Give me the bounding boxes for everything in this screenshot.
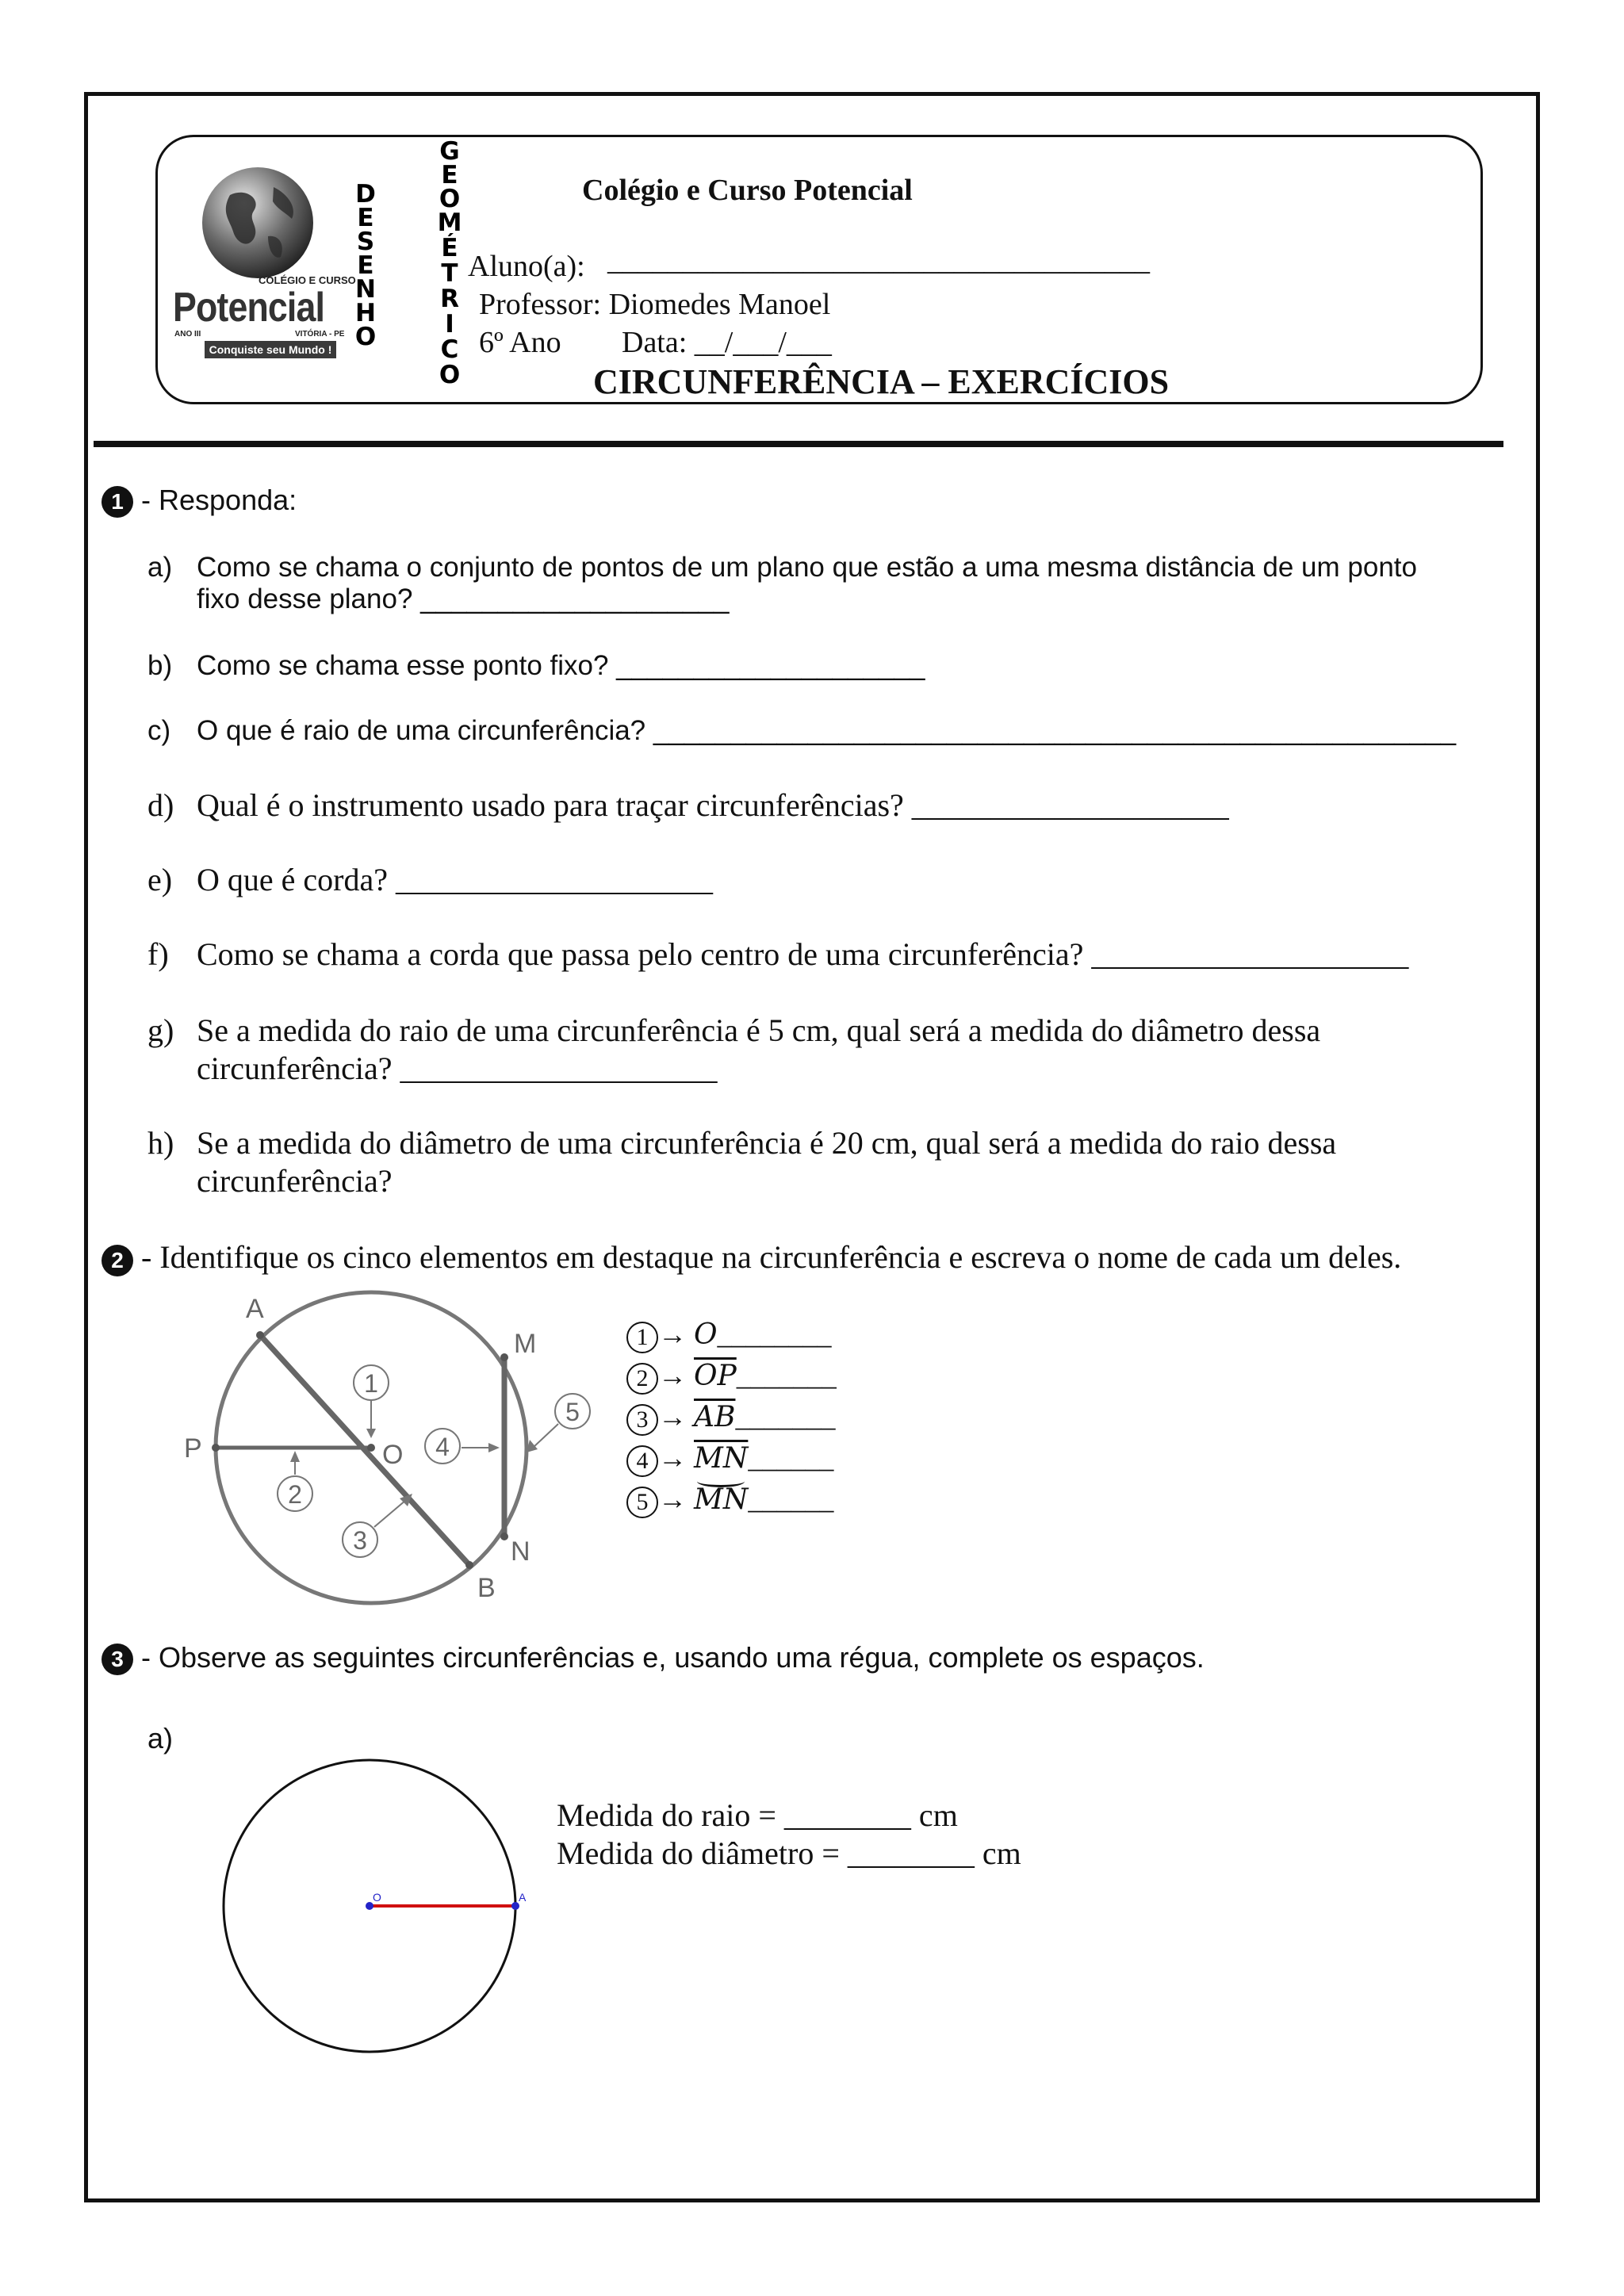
q3-number: 3 xyxy=(102,1644,133,1675)
q2-answer-4[interactable]: $4 \to \overline{MN}\_\_\_\_\_\_$ xyxy=(626,1441,833,1477)
worksheet-title: CIRCUNFERÊNCIA – EXERCÍCIOS xyxy=(593,362,1170,401)
marker-2-label: 2 xyxy=(288,1480,302,1509)
logo-slogan: Conquiste seu Mundo ! xyxy=(205,341,336,358)
q2-answer-5[interactable]: 5 → MN______ xyxy=(626,1483,833,1518)
q1-heading: 1 - Responda: xyxy=(102,484,297,518)
point-m-label: M xyxy=(514,1329,537,1359)
teacher-line: Professor: Diomedes Manoel xyxy=(479,288,831,321)
q3-circle-figure xyxy=(214,1757,531,2074)
q2-circle-figure xyxy=(174,1281,603,1614)
q3-heading: 3 - Observe as seguintes circunferências e, usando uma régua, complete os espaços. xyxy=(102,1641,1205,1675)
header-divider xyxy=(94,441,1503,447)
point-p-label: P xyxy=(184,1433,202,1464)
point-n-label: N xyxy=(511,1536,530,1567)
q2-number: 2 xyxy=(102,1245,133,1276)
q2-answer-1[interactable]: 1 → O________ xyxy=(626,1318,832,1353)
q3-point-a-label: A xyxy=(519,1891,527,1904)
logo-left-small: ANO III xyxy=(174,330,201,339)
q3-point-o-label: O xyxy=(373,1891,381,1904)
q2-answer-2[interactable]: $2 \to \overline{OP}\_\_\_\_\_\_\_$ xyxy=(626,1359,837,1395)
q1-number: 1 xyxy=(102,486,133,518)
student-label: Aluno(a): xyxy=(468,250,585,283)
marker-3-label: 3 xyxy=(353,1526,367,1555)
q3-sub-label: a) xyxy=(147,1722,174,1755)
q3-diameter-field[interactable]: Medida do diâmetro = ________ cm xyxy=(557,1835,1021,1871)
school-name: Colégio e Curso Potencial xyxy=(582,174,913,207)
point-a-label: A xyxy=(246,1294,264,1324)
globe-icon xyxy=(198,163,317,282)
marker-5-label: 5 xyxy=(565,1398,580,1426)
logo-top-text: COLÉGIO E CURSO xyxy=(259,274,356,286)
q3-radius-field[interactable]: Medida do raio = ________ cm xyxy=(557,1797,958,1833)
marker-1-label: 1 xyxy=(364,1369,378,1398)
grade-label: 6º Ano xyxy=(479,326,561,359)
q2-answer-3[interactable]: $3 \to \overline{AB}\_\_\_\_\_\_\_$ xyxy=(626,1400,835,1436)
date-field[interactable]: Data: __/___/___ xyxy=(622,326,832,359)
student-field[interactable]: ____________________________________ xyxy=(607,243,1150,277)
point-b-label: B xyxy=(477,1573,496,1603)
point-o-label: O xyxy=(382,1440,404,1470)
logo-brand: Potencial xyxy=(173,285,325,331)
logo-right-small: VITÓRIA - PE xyxy=(295,330,345,339)
marker-4-label: 4 xyxy=(435,1433,450,1461)
q2-heading: 2 - Identifique os cinco elementos em destaque na circunferência e escreva o nome de cada um deles. xyxy=(102,1238,1401,1276)
